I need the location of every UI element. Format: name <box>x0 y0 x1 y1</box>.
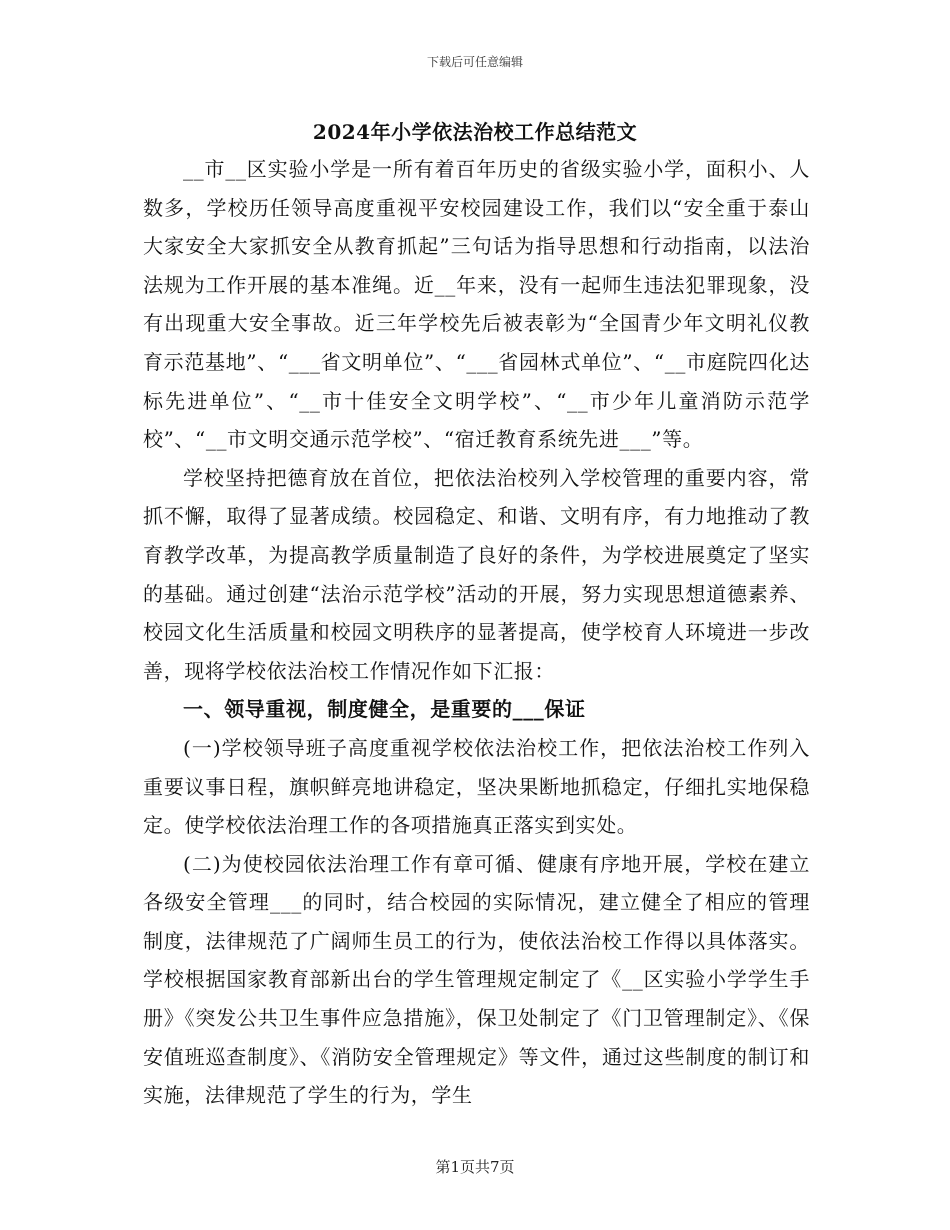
section-paragraph-2: (二)为使校园依法治理工作有章可循、健康有序地开展，学校在建立各级安全管理___的同时，结合校园的实际情况，建立健全了相应的管理制度，法律规范了广阔师生员工的行为，使依法治校工作得以具体落实。学校根据国家教育部新出台的学生管理规定制定了《__区实验小学学生手册》《突发公共卫生事件应急措施》，保卫处制定了《门卫管理制定》、《保安值班巡查制度》、《消防安全管理规定》等文件，通过这些制度的制订和实施，法律规范了学生的行为，学生 <box>143 851 810 1108</box>
header-note: 下载后可任意编辑 <box>426 55 523 69</box>
overview-paragraph: 学校坚持把德育放在首位，把依法治校列入学校管理的重要内容，常抓不懈，取得了显著成绩。校园稳定、和谐、文明有序，有力地推动了教育教学改革，为提高教学质量制造了良好的条件，为学校进展奠定了坚实的基础。通过创建“法治示范学校”活动的开展，努力实现思想道德素养、校园文化生活质量和校园文明秩序的显著提高，使学校育人环境进一步改善，现将学校依法治校工作情况作如下汇报： <box>143 465 810 683</box>
document-body <box>143 150 810 1115</box>
section-heading: 一、领导重视，制度健全，是重要的___保证 <box>183 697 586 722</box>
intro-paragraph: __市__区实验小学是一所有着百年历史的省级实验小学，面积小、人数多，学校历任领导高度重视平安校园建设工作，我们以“安全重于泰山大家安全大家抓安全从教育抓起”三句话为指导思想和行动指南，以法治法规为工作开展的基本准绳。近__年来，没有一起师生违法犯罪现象，没有出现重大安全事故。近三年学校先后被表彰为“全国青少年文明礼仪教育示范基地”、“___省文明单位”、“___省园林式单位”、“__市庭院四化达标先进单位”、“__市十佳安全文明学校”、“__市少年儿童消防示范学校”、“__市文明交通示范学校”、“宿迁教育系统先进___”等。 <box>143 157 810 452</box>
page-number: 第1页共7页 <box>435 1158 515 1176</box>
document-title: 2024年小学依法治校工作总结范文 <box>312 120 638 144</box>
section-paragraph-1: (一)学校领导班子高度重视学校依法治校工作，把依法治校工作列入重要议事日程，旗帜鲜亮地讲稳定，坚决果断地抓稳定，仔细扎实地保稳定。使学校依法治理工作的各项措施真正落实到实处。 <box>143 735 810 838</box>
